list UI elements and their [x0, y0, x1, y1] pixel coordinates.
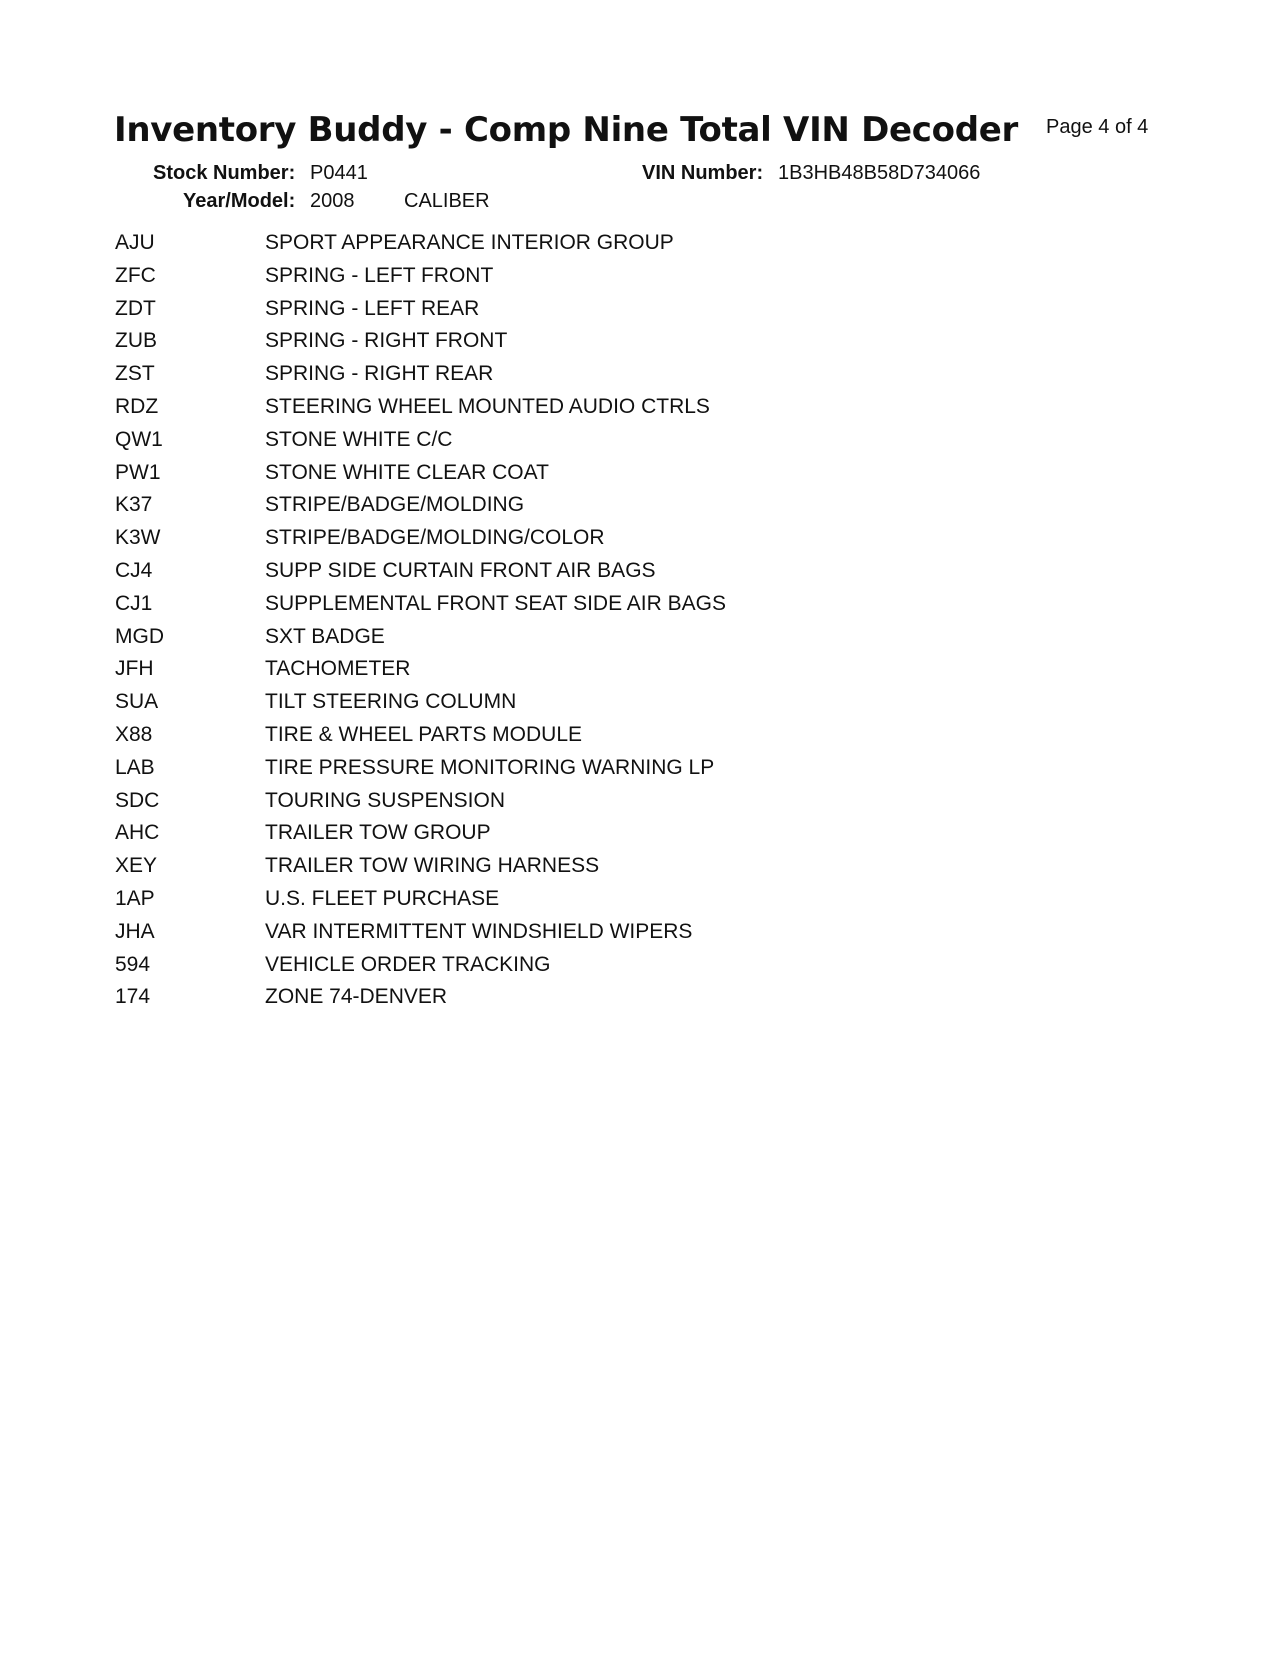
- option-code: 1AP: [115, 886, 155, 910]
- vin-number-label: VIN Number:: [642, 162, 764, 184]
- option-code: JHA: [115, 919, 155, 943]
- vin-number-value: 1B3HB48B58D734066: [778, 162, 981, 184]
- option-code: MGD: [115, 624, 164, 648]
- option-description: TIRE PRESSURE MONITORING WARNING LP: [265, 755, 715, 779]
- option-code: SUA: [115, 690, 159, 714]
- option-description: SPRING - RIGHT FRONT: [265, 329, 508, 353]
- option-description: SPRING - LEFT FRONT: [265, 263, 494, 287]
- option-code: 174: [115, 985, 151, 1009]
- option-code: ZUB: [115, 329, 157, 353]
- option-code: K37: [115, 493, 153, 517]
- option-description: U.S. FLEET PURCHASE: [265, 886, 500, 910]
- year-value: 2008: [310, 190, 355, 212]
- option-description: STEERING WHEEL MOUNTED AUDIO CTRLS: [265, 394, 710, 418]
- option-description: TIRE & WHEEL PARTS MODULE: [265, 722, 582, 746]
- option-description: TRAILER TOW WIRING HARNESS: [265, 854, 600, 878]
- option-description: SUPPLEMENTAL FRONT SEAT SIDE AIR BAGS: [265, 591, 726, 615]
- option-code: ZDT: [115, 296, 156, 320]
- stock-number-value: P0441: [310, 162, 368, 184]
- option-description: SPORT APPEARANCE INTERIOR GROUP: [265, 231, 674, 254]
- year-model-label: Year/Model:: [183, 190, 296, 212]
- option-description: STONE WHITE C/C: [265, 427, 453, 451]
- option-description: TOURING SUSPENSION: [265, 788, 505, 812]
- option-code: CJ1: [115, 591, 153, 615]
- option-description: TILT STEERING COLUMN: [265, 690, 517, 714]
- option-code: XEY: [115, 854, 158, 878]
- option-description: TRAILER TOW GROUP: [265, 821, 491, 845]
- option-code: AJU: [115, 231, 155, 254]
- option-description: STRIPE/BADGE/MOLDING: [265, 493, 525, 517]
- option-code: 594: [115, 952, 151, 976]
- stock-number-label: Stock Number:: [153, 162, 296, 184]
- model-value: CALIBER: [404, 190, 490, 212]
- option-description: VAR INTERMITTENT WINDSHIELD WIPERS: [265, 919, 693, 943]
- option-code: X88: [115, 722, 153, 746]
- option-code: RDZ: [115, 394, 159, 418]
- option-description: VEHICLE ORDER TRACKING: [265, 952, 551, 976]
- option-code: K3W: [115, 526, 161, 550]
- option-description: STRIPE/BADGE/MOLDING/COLOR: [265, 526, 605, 550]
- option-code: QW1: [115, 427, 163, 451]
- option-code: AHC: [115, 821, 160, 845]
- option-description: SPRING - RIGHT REAR: [265, 362, 494, 386]
- option-code: LAB: [115, 755, 155, 779]
- option-code: CJ4: [115, 558, 153, 582]
- option-code: ZST: [115, 362, 155, 386]
- option-description: SPRING - LEFT REAR: [265, 296, 480, 320]
- option-description: TACHOMETER: [265, 657, 411, 681]
- option-description: ZONE 74-DENVER: [265, 985, 448, 1009]
- option-description: SXT BADGE: [265, 624, 385, 648]
- option-code: JFH: [115, 657, 154, 681]
- page-number: Page 4 of 4: [1046, 116, 1149, 138]
- option-description: SUPP SIDE CURTAIN FRONT AIR BAGS: [265, 558, 656, 582]
- option-description: STONE WHITE CLEAR COAT: [265, 460, 549, 484]
- option-code: PW1: [115, 460, 161, 484]
- report-title: Inventory Buddy - Comp Nine Total VIN Decoder: [114, 110, 1018, 150]
- option-code: ZFC: [115, 263, 156, 287]
- option-code: SDC: [115, 788, 160, 812]
